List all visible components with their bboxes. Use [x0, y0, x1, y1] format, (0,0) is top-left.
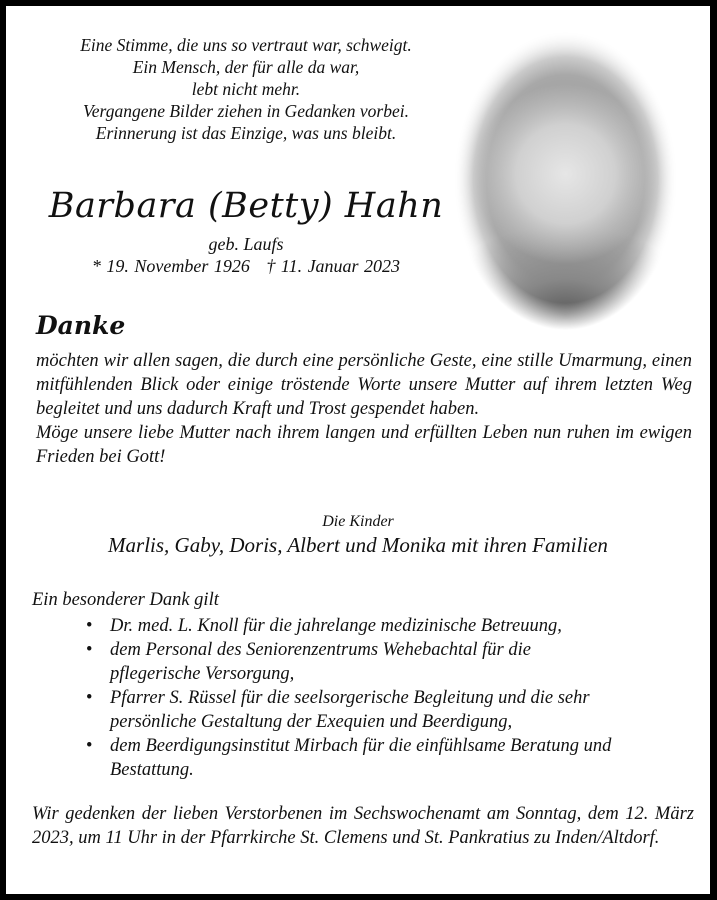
danke-text: [36, 349, 692, 469]
poem-line: Eine Stimme, die uns so vertraut war, schweigt.: [80, 35, 412, 55]
poem-line: Vergangene Bilder ziehen in Gedanken vorbei.: [83, 101, 409, 121]
special-thanks-intro: Ein besonderer Dank gilt: [32, 590, 219, 610]
signature-label: Die Kinder: [322, 513, 394, 530]
portrait-photo: [453, 30, 678, 330]
danke-paragraph: möchten wir allen sagen, die durch eine persönliche Geste, eine stille Umarmung, einen mitfühlenden Blick oder einige tröstende Worte unsere Mutter auf ihrem letzten Weg begleitet und uns dadurch Kraft und Trost gespendet haben.: [36, 351, 692, 419]
poem-line: lebt nicht mehr.: [191, 79, 301, 99]
list-item: • Pfarrer S. Rüssel für die seelsorgerische Begleitung und die sehr persönliche Gestaltung der Exequien und Beerdigung,: [86, 686, 696, 734]
list-item: • Dr. med. L. Knoll für die jahrelange medizinische Betreuung,: [86, 614, 696, 638]
maiden-name: geb. Laufs: [208, 234, 284, 254]
special-thanks-list: [86, 614, 696, 782]
deceased-name: Barbara (Betty) Hahn: [48, 186, 444, 226]
danke-paragraph: Möge unsere liebe Mutter nach ihrem langen und erfüllten Leben nun ruhen im ewigen Frieden bei Gott!: [36, 423, 692, 467]
poem-line: Ein Mensch, der für alle da war,: [132, 57, 360, 77]
memorial-notice: Wir gedenken der lieben Verstorbenen im Sechswochenamt am Sonntag, dem 12. März 2023, um 11 Uhr in der Pfarrkirche St. Clemens und St. Pankratius zu Inden/Altdorf.: [32, 804, 694, 848]
signature-names: Marlis, Gaby, Doris, Albert und Monika mit ihren Familien: [108, 533, 608, 557]
danke-heading: Danke: [36, 311, 126, 340]
list-item: • dem Beerdigungsinstitut Mirbach für die einfühlsame Beratung und Bestattung.: [86, 734, 696, 782]
obituary-card: [6, 6, 710, 894]
poem-line: Erinnerung ist das Einzige, was uns bleibt.: [95, 123, 397, 143]
life-dates: * 19. November 1926 † 11. Januar 2023: [91, 256, 401, 276]
poem: [36, 34, 456, 144]
list-item: • dem Personal des Seniorenzentrums Wehebachtal für die pflegerische Versorgung,: [86, 638, 696, 686]
